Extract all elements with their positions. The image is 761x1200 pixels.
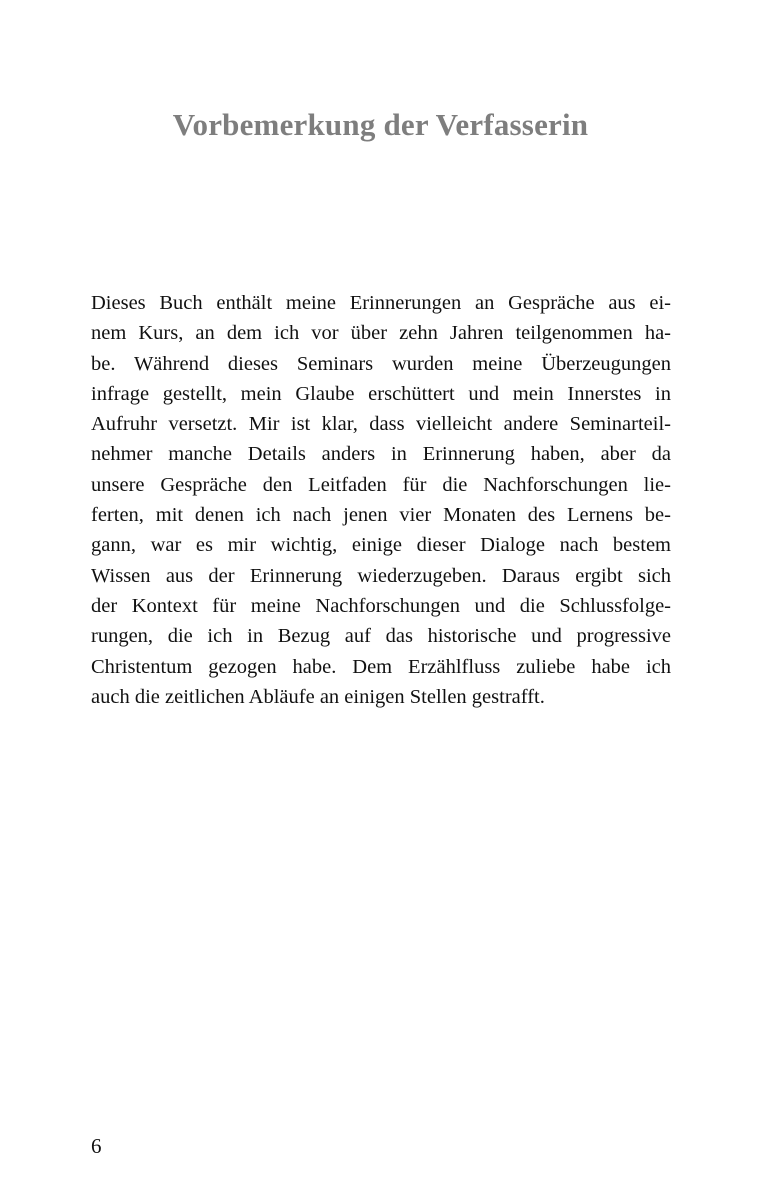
paragraph-line: Aufruhr versetzt. Mir ist klar, dass vielleicht andere Seminarteil- [91, 413, 671, 436]
paragraph-line: Dieses Buch enthält meine Erinnerungen an Gespräche aus ei- [91, 292, 671, 314]
paragraph-line: auch die zeitlichen Abläufe an einigen Stellen gestrafft. [91, 685, 545, 708]
paragraph-line: nehmer manche Details anders in Erinnerung haben, aber da [91, 443, 671, 466]
paragraph-line: rungen, die ich in Bezug auf das historische und progressive [91, 625, 671, 648]
paragraph-line: gann, war es mir wichtig, einige dieser Dialoge nach bestem [91, 534, 671, 557]
paragraph-line: ferten, mit denen ich nach jenen vier Monaten des Lernens be- [91, 504, 671, 527]
paragraph-line: der Kontext für meine Nachforschungen und die Schlussfolge- [91, 594, 671, 617]
paragraph-line: be. Während dieses Seminars wurden meine Überzeugungen [91, 352, 671, 375]
paragraph-line: unsere Gespräche den Leitfaden für die Nachforschungen lie- [91, 473, 671, 496]
paragraph-line: nem Kurs, an dem ich vor über zehn Jahren teilgenommen ha- [91, 322, 671, 345]
paragraph-line: Wissen aus der Erinnerung wiederzugeben. Daraus ergibt sich [91, 564, 671, 587]
body-paragraph [91, 288, 671, 712]
paragraph-line: infrage gestellt, mein Glaube erschüttert und mein Innerstes in [91, 382, 671, 405]
paragraph-line: Christentum gezogen habe. Dem Erzählfluss zuliebe habe ich [91, 655, 671, 678]
page-number: 6 [91, 1134, 102, 1158]
page-title: Vorbemerkung der Verfasserin [172, 107, 589, 142]
